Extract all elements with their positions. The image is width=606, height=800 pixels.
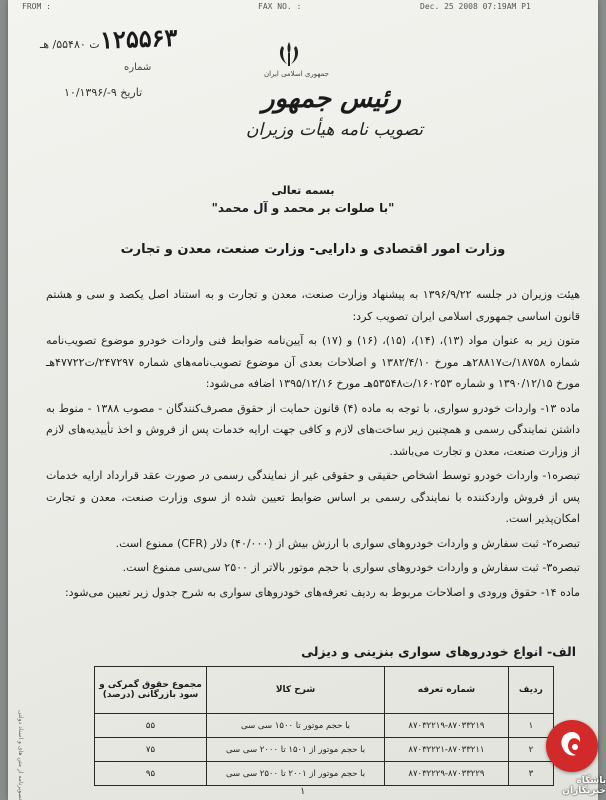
cell-total-duty: ۷۵ (95, 738, 207, 762)
recipients: وزارت امور اقتصادی و دارایی- وزارت صنعت، معدن و تجارت (120, 242, 506, 257)
body-paragraph: هیئت وزیران در جلسه ۱۳۹۶/۹/۲۲ به پیشنهاد وزارت صنعت، معدن و تجارت و به استناد اصل یکصد و سی و هشتم قانون اساسی جمهوری اسلامی ایران تصویب کرد: (46, 288, 580, 323)
table-row (95, 714, 554, 738)
cell-description: با حجم موتور تا ۱۵۰۰ سی سی (206, 714, 384, 738)
fax-datetime: Dec. 25 2008 07:19AM P1 (420, 2, 531, 11)
table-header-row (95, 667, 554, 714)
side-note: تصویرنامه از متن های و اسناد دولتی (17, 709, 24, 800)
decree-body (46, 284, 580, 606)
table-row (95, 738, 554, 762)
news-watermark (520, 720, 606, 800)
header-tariff-code: شماره تعرفه (385, 667, 509, 714)
body-paragraph: متون زیر به عنوان مواد (۱۳)، (۱۴)، (۱۵)، (۱۶) و (۱۷) به آیین‌نامه ضوابط فنی واردات خودرو موضوع تصویب‌نامه شماره ۱۸۷۵۸/ت۲۸۸۱۷هـ مورخ ۱۳۸۲/۴/۱۰ و اصلاحات بعدی آن موضوع تصویب‌نامه‌های شماره ۲۴۷۲۹۷/ت۴۷۷۲۲هـ مورخ ۱۳۹۰/۱۲/۱۵ و شماره ۱۶۰۲۵۳/ت۵۳۵۴۸هـ مورخ ۱۳۹۵/۱۲/۱۶ اضافه می‌شود: (46, 334, 580, 390)
fax-header (8, 0, 598, 14)
cell-tariff-code: ۸۷۰۳۲۲۲۹-۸۷۰۳۳۲۲۹ (385, 762, 509, 786)
header-description: شرح کالا (206, 667, 384, 714)
body-paragraph: ماده ۱۴- حقوق ورودی و اصلاحات مربوط به ردیف تعرفه‌های خودروهای سواری به شرح جدول زیر تعیین می‌شود: (64, 585, 580, 599)
body-paragraph: ماده ۱۳- واردات خودرو سواری، با توجه به ماده (۴) قانون حمایت از حقوق مصرف‌کنندگان - مصوب ۱۳۸۸ - منوط به داشتن نمایندگی رسمی و همچنین زیر ساخت‌های لازم و کافی جهت ارایه خدمات پس از فروش و اخذ تأییدیه‌های لازم از وزارت صنعت، معدن و تجارت می‌باشد. (46, 401, 580, 458)
cell-description: با حجم موتور از ۱۵۰۱ تا ۲۰۰۰ سی سی (206, 738, 384, 762)
body-paragraph: تبصره۲- ثبت سفارش و واردات خودروهای سواری با ارزش بیش از (۴۰/۰۰۰) دلار (CFR) ممنوع است. (115, 536, 580, 550)
cell-total-duty: ۹۵ (95, 762, 207, 786)
letterhead-president: رئیس جمهور (262, 84, 401, 114)
cell-row-number: ۱ (508, 714, 553, 738)
fax-from: FROM : (22, 2, 51, 11)
document-page (8, 0, 598, 800)
body-paragraph: تبصره۳- ثبت سفارش و واردات خودروهای سواری با حجم موتور بالاتر از ۲۵۰۰ سی‌سی ممنوع است. (122, 561, 580, 574)
cell-description: با حجم موتور از ۲۰۰۱ تا ۲۵۰۰ سی سی (206, 762, 384, 786)
cell-tariff-code: ۸۷۰۳۲۲۱۹-۸۷۰۳۳۲۱۹ (385, 714, 509, 738)
page-number: ۱ (300, 786, 306, 797)
iran-emblem-icon (276, 40, 302, 68)
tariff-table (94, 666, 554, 786)
table-row (95, 762, 554, 786)
letterhead-republic: جمهوری اسلامی ایران (264, 70, 329, 78)
header-total-duty: مجموع حقوق گمرکی و سود بازرگانی (درصد) (95, 667, 207, 714)
body-paragraph: تبصره۱- واردات خودرو توسط اشخاص حقیقی و حقوقی غیر از نمایندگی رسمی در صورت عقد قرارداد ارایه خدمات پس از فروش واردکننده با نمایندگی رسمی بر اساس ضوابط تعیین شده از سوی وزارت صنعت، معدن و تجارت امکان‌پذیر است. (46, 469, 580, 525)
number-label: شماره (124, 62, 152, 73)
bismillah: بسمه تعالی (271, 184, 335, 197)
cell-tariff-code: ۸۷۰۳۲۲۲۱-۸۷۰۳۳۲۱۱ (385, 738, 509, 762)
fax-number: FAX NO. : (258, 2, 302, 11)
cell-total-duty: ۵۵ (95, 714, 207, 738)
cell-row-number: ۲ (508, 738, 553, 762)
watermark-emblem-icon (556, 729, 588, 763)
section-heading: الف- انواع خودروهای سواری بنزینی و دیزلی (301, 644, 576, 659)
header-row-number: ردیف (508, 667, 553, 714)
cell-row-number: ۳ (508, 762, 553, 786)
salawat: "با صلوات بر محمد و آل محمد" (211, 201, 395, 215)
watermark-logo (546, 720, 598, 772)
document-date: تاریخ ۹-/۱۰/۱۳۹۶ (64, 86, 143, 99)
letterhead-council: تصویب نامه هیأت وزیران (246, 120, 424, 140)
handwritten-number: ۱۲۵۵۶۳ (99, 22, 178, 55)
watermark-text: باشگاه خبرنگاران (562, 776, 606, 796)
reference-number: ت ۵۵۴۸۰/ هـ (40, 38, 100, 51)
